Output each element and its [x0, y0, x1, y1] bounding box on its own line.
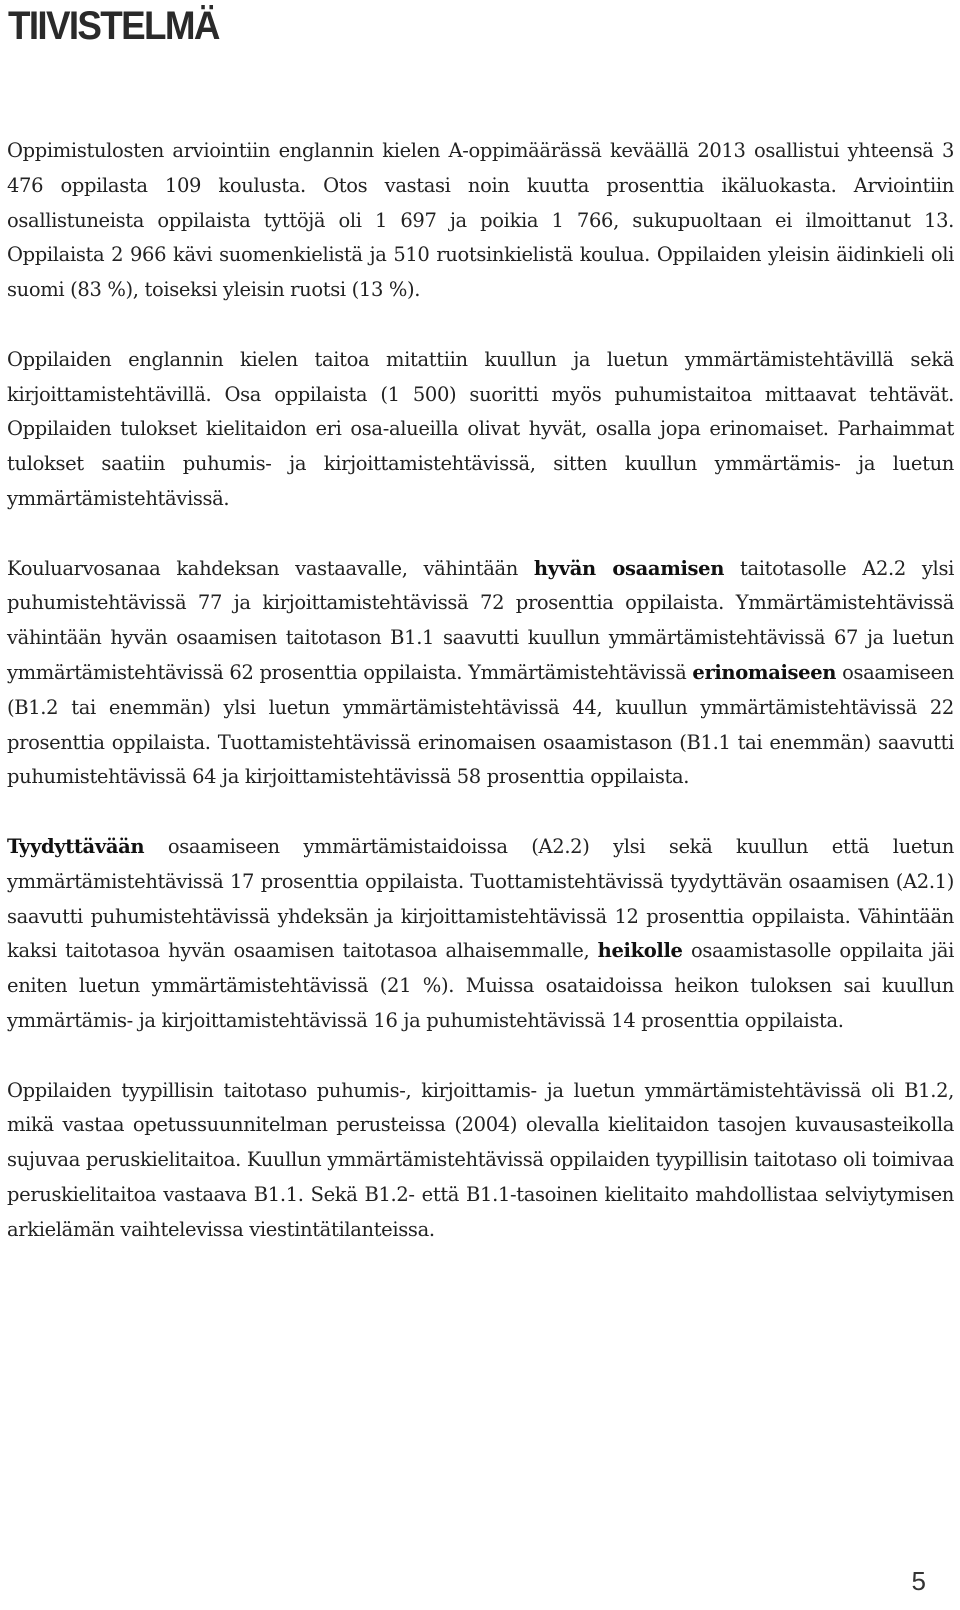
bold-term-weak: heikolle: [597, 939, 683, 963]
text-segment: osaamistasolle oppilaita jäi eniten luetun ymmärtämistehtävissä (21 %). Muissa osataidoissa heikon tuloksen sai kuullun ymmärtämis- ja kirjoittamistehtävissä 16 ja puhumistehtävissä 14 prosenttia oppilaista.: [7, 939, 954, 1032]
paragraph-satisfactory-weak-level: [7, 830, 954, 1039]
bold-term-good: hyvän osaamisen: [533, 556, 725, 580]
text-segment: Oppilaiden tyypillisin taitotaso puhumis-, kirjoittamis- ja luetun ymmärtämistehtävissä oli B1.2, mikä vastaa opetussuunnitelman perusteissa (2004) olevalla kielitaidon tasojen kuvausasteikolla sujuvaa peruskielitaitoa. Kuullun ymmärtämistehtävissä oppilaiden tyypillisin taitotaso oli toimivaa peruskielitaitoa vastaava B1.1. Sekä B1.2- että B1.1-tasoinen kielitaito mahdollistaa selviytymisen arkielämän vaihtelevissa viestintätilanteissa.: [7, 1078, 954, 1241]
paragraph-typical-level: [7, 1074, 954, 1248]
text-segment: osaamiseen ymmärtämistaidoissa (A2.2) ylsi sekä kuullun että luetun ymmärtämistehtävissä 17 prosenttia oppilaista. Tuottamistehtävissä tyydyttävän osaamisen (A2.1) saavutti puhumistehtävissä yhdeksän ja kirjoittamistehtävissä 12 prosenttia oppilaista. Vähintään kaksi taitotasoa hyvän osaamisen taitotasoa alhaisemmalle,: [7, 834, 954, 963]
paragraph-participants: [7, 134, 954, 308]
text-segment: Kouluarvosanaa kahdeksan vastaavalle, vähintään: [7, 556, 534, 580]
page-title: TIIVISTELMÄ: [8, 4, 219, 48]
text-segment: taitotasolle A2.2 ylsi puhumistehtävissä 77 ja kirjoittamistehtävissä 72 prosenttia oppilaista. Ymmärtämistehtävissä vähintään hyvän osaamisen taitotason B1.1 saavutti kuullun ymmärtämistehtävissä 67 ja luetun ymmärtämistehtävissä 62 prosenttia oppilaista. Ymmärtämistehtävissä: [7, 556, 954, 684]
bold-term-satisfactory: Tyydyttävään: [7, 834, 145, 858]
page-number: 5: [911, 1566, 926, 1596]
bold-term-excellent: erinomaiseen: [692, 660, 837, 684]
paragraph-good-excellent-level: [7, 552, 954, 796]
text-segment: Oppilaiden englannin kielen taitoa mitattiin kuullun ja luetun ymmärtämistehtävillä sekä kirjoittamistehtävillä. Osa oppilaista (1 500) suoritti myös puhumistaitoa mittaavat tehtävät. Oppilaiden tulokset kielitaidon eri osa-alueilla olivat hyvät, osalla jopa erinomaiset. Parhaimmat tulokset saatiin puhumis- ja kirjoittamistehtävissä, sitten kuullun ymmärtämis- ja luetun ymmärtämistehtävissä.: [7, 347, 954, 510]
summary-body: [7, 134, 954, 1248]
paragraph-skills-measured: [7, 343, 954, 517]
text-segment: osaamiseen (B1.2 tai enemmän) ylsi luetun ymmärtämistehtävissä 44, kuullun ymmärtämistehtävissä 22 prosenttia oppilaista. Tuottamistehtävissä erinomaisen osaamistason (B1.1 tai enemmän) saavutti puhumistehtävissä 64 ja kirjoittamistehtävissä 58 prosenttia oppilaista.: [7, 660, 954, 789]
text-segment: Oppimistulosten arviointiin englannin kielen A-oppimäärässä keväällä 2013 osallistui yhteensä 3 476 oppilasta 109 koulusta. Otos vastasi noin kuutta prosenttia ikäluokasta. Arviointiin osallistuneista oppilaista tyttöjä oli 1 697 ja poikia 1 766, sukupuoltaan ei ilmoittanut 13. Oppilaista 2 966 kävi suomenkielistä ja 510 ruotsinkielistä koulua. Oppilaiden yleisin äidinkieli oli suomi (83 %), toiseksi yleisin ruotsi (13 %).: [7, 139, 954, 302]
